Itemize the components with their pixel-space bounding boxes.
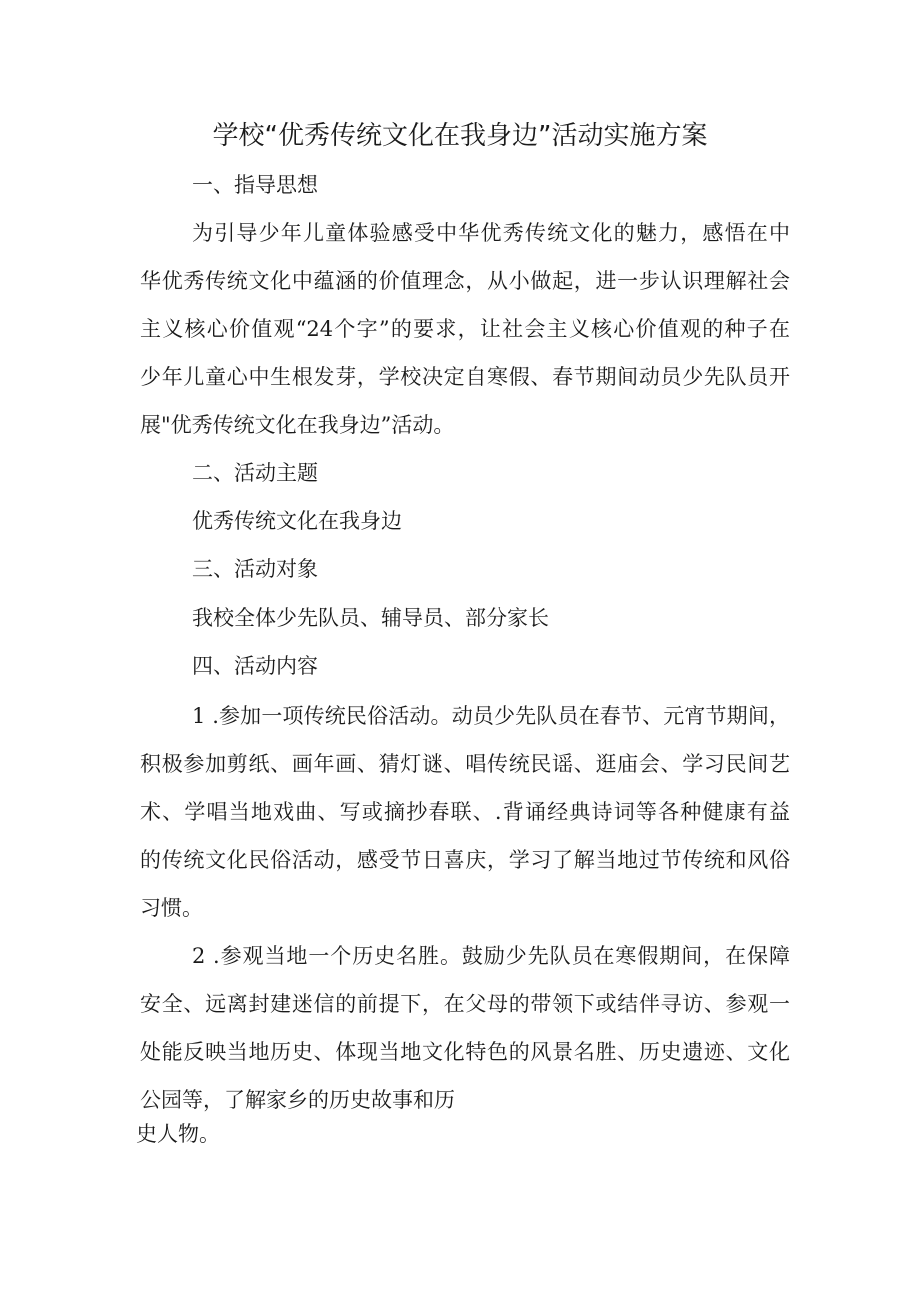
- paragraph-line: 史人物。: [136, 1122, 220, 1146]
- paragraph-line: 展"优秀传统文化在我身边”活动。: [140, 413, 455, 437]
- paragraph-line: 积极参加剪纸、画年画、猜灯谜、唱传统民谣、逛庙会、学习民间艺: [140, 752, 790, 776]
- paragraph-line: 主义核心价值观“24个字”的要求，让社会主义核心价值观的种子在: [140, 317, 790, 341]
- paragraph-line: 习惯。: [140, 896, 203, 920]
- paragraph-line: 安全、远离封建迷信的前提下，在父母的带领下或结伴寻访、参观一: [140, 992, 790, 1016]
- paragraph-line: 处能反映当地历史、体现当地文化特色的风景名胜、历史遗迹、文化: [140, 1040, 790, 1064]
- paragraph-line: 1 .参加一项传统民俗活动。动员少先队员在春节、元宵节期间，: [192, 704, 790, 728]
- theme-text: 优秀传统文化在我身边: [192, 509, 402, 533]
- paragraph-line: 华优秀传统文化中蕴涵的价值理念，从小做起，进一步认识理解社会: [140, 269, 790, 293]
- section-heading-target: 三、活动对象: [192, 557, 318, 581]
- target-text: 我校全体少先队员、辅导员、部分家长: [192, 606, 549, 630]
- paragraph-line: 术、学唱当地戏曲、写或摘抄春联、.背诵经典诗词等各种健康有益: [140, 800, 790, 824]
- paragraph-line: 2 .参观当地一个历史名胜。鼓励少先队员在寒假期间，在保障: [192, 944, 790, 968]
- paragraph-line: 为引导少年儿童体验感受中华优秀传统文化的魅力，感悟在中: [192, 221, 790, 245]
- paragraph-line: 少年儿童心中生根发芽，学校决定自寒假、春节期间动员少先队员开: [140, 365, 790, 389]
- section-heading-theme: 二、活动主题: [192, 461, 318, 485]
- section-heading-guiding: 一、指导思想: [192, 173, 318, 197]
- paragraph-line: 的传统文化民俗活动，感受节日喜庆，学习了解当地过节传统和风俗: [140, 848, 790, 872]
- section-heading-content: 四、活动内容: [192, 654, 318, 678]
- paragraph-line: 公园等，了解家乡的历史故事和历: [140, 1088, 455, 1112]
- document-title: 学校“优秀传统文化在我身边”活动实施方案: [212, 121, 708, 151]
